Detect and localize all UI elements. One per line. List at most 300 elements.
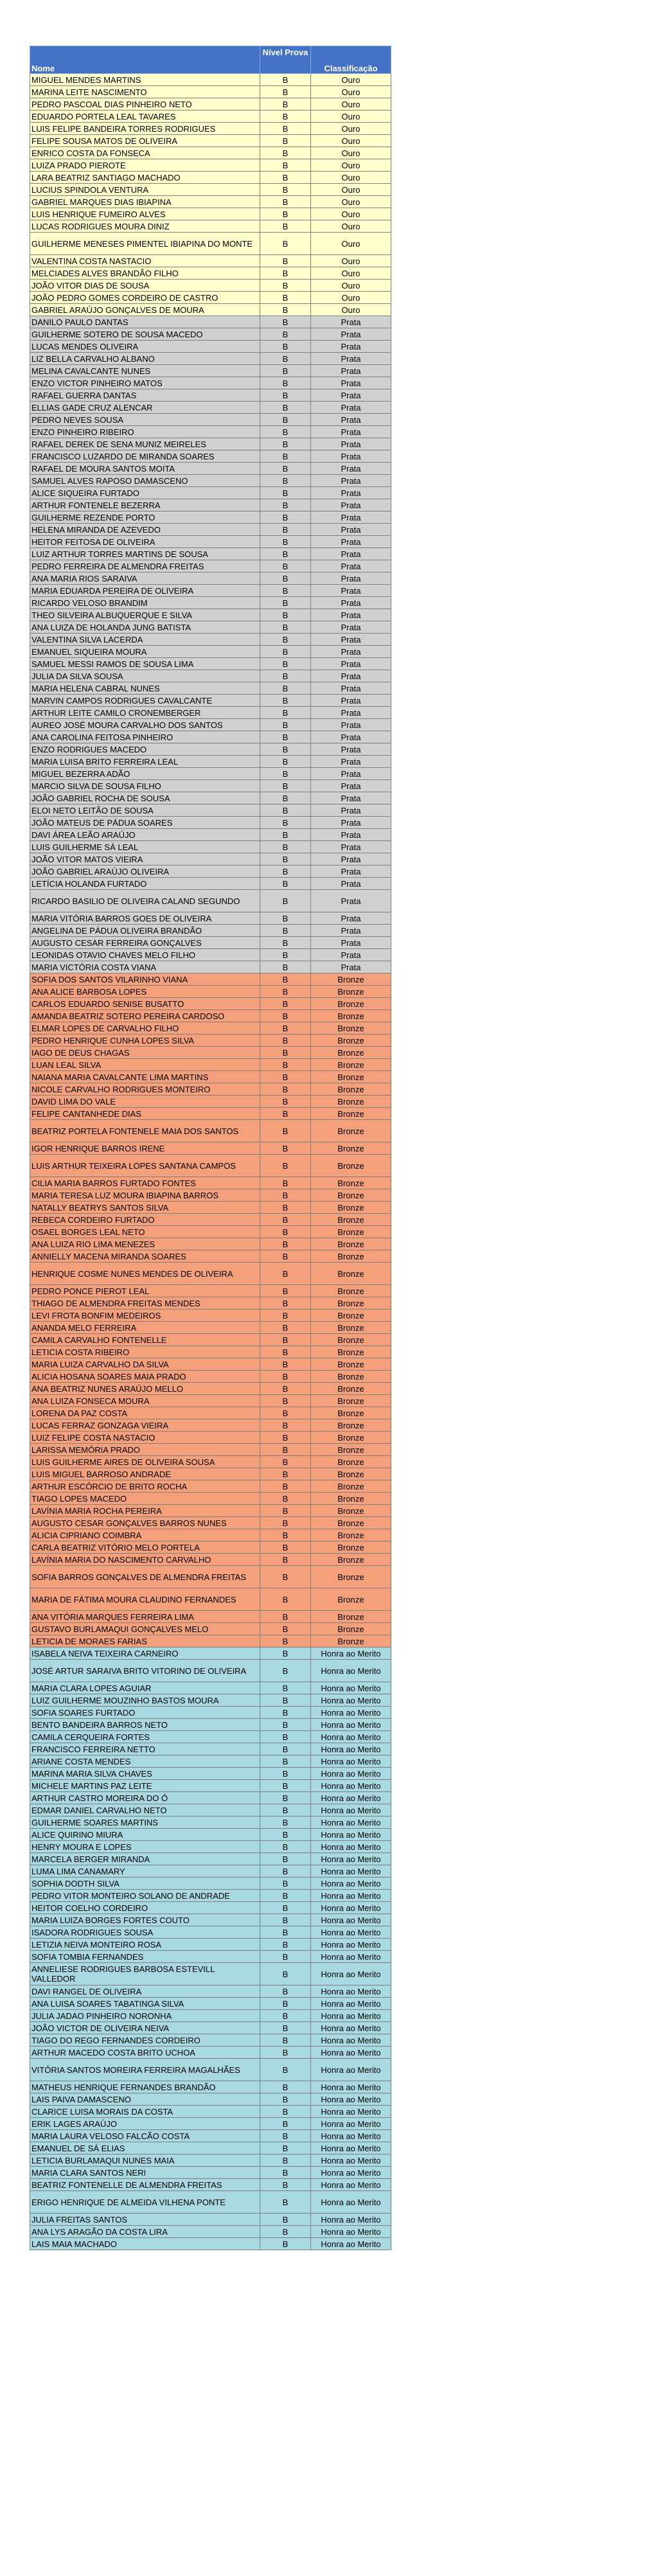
table-row [30, 1493, 391, 1505]
exam-level-cell: B [260, 1444, 311, 1456]
exam-level-cell: B [260, 756, 311, 768]
student-name-cell: ANA BEATRIZ NUNES ARAÚJO MELLO [30, 1383, 260, 1395]
student-name-cell: GABRIEL ARAÚJO GONÇALVES DE MOURA [30, 304, 260, 316]
table-row [30, 1829, 391, 1841]
classification-cell: Honra ao Merito [311, 1792, 391, 1804]
exam-level-cell: B [260, 1096, 311, 1108]
student-name-cell: LIZ BELLA CARVALHO ALBANO [30, 353, 260, 365]
student-name-cell: ALICIA HOSANA SOARES MAIA PRADO [30, 1371, 260, 1383]
table-row [30, 2214, 391, 2226]
student-name-cell: LUCAS RODRIGUES MOURA DINIZ [30, 220, 260, 233]
header-row [30, 46, 391, 74]
student-name-cell: ANA LUIZA DE HOLANDA JUNG BATISTA [30, 621, 260, 634]
student-name-cell: VALENTINA SILVA LACERDA [30, 634, 260, 646]
classification-cell: Prata [311, 365, 391, 377]
classification-cell: Bronze [311, 1142, 391, 1155]
exam-level-cell: B [260, 1371, 311, 1383]
student-name-cell: PEDRO PONCE PIEROT LEAL [30, 1285, 260, 1297]
exam-level-cell: B [260, 1865, 311, 1878]
table-row [30, 524, 391, 536]
student-name-cell: ALICIA CIPRIANO COIMBRA [30, 1529, 260, 1541]
table-row [30, 961, 391, 973]
student-name-cell: BENTO BANDEIRA BARROS NETO [30, 1719, 260, 1731]
exam-level-cell: B [260, 670, 311, 682]
classification-cell: Honra ao Merito [311, 2154, 391, 2167]
exam-level-cell: B [260, 573, 311, 585]
exam-level-cell: B [260, 1755, 311, 1768]
table-row [30, 1914, 391, 1926]
classification-cell: Prata [311, 682, 391, 695]
student-name-cell: ARTHUR LEITE CAMILO CRONEMBERGER [30, 707, 260, 719]
exam-level-cell: B [260, 1035, 311, 1047]
table-row [30, 2081, 391, 2093]
student-name-cell: SOPHIA DODTH SILVA [30, 1878, 260, 1890]
exam-level-cell: B [260, 878, 311, 890]
table-row [30, 1177, 391, 1189]
header-level: Nível Prova [260, 46, 311, 74]
student-name-cell: GUILHERME SOARES MARTINS [30, 1817, 260, 1829]
classification-cell: Bronze [311, 1010, 391, 1022]
student-name-cell: GUILHERME REZENDE PORTO [30, 511, 260, 524]
student-name-cell: LEVI FROTA BONFIM MEDEIROS [30, 1310, 260, 1322]
exam-level-cell: B [260, 829, 311, 841]
student-name-cell: TIAGO DO REGO FERNANDES CORDEIRO [30, 2034, 260, 2047]
exam-level-cell: B [260, 438, 311, 450]
student-name-cell: GUILHERME SOTERO DE SOUSA MACEDO [30, 328, 260, 341]
student-name-cell: LUCAS MENDES OLIVEIRA [30, 341, 260, 353]
table-row [30, 341, 391, 353]
table-row [30, 1902, 391, 1914]
table-row [30, 1611, 391, 1623]
table-row [30, 1047, 391, 1059]
exam-level-cell: B [260, 1047, 311, 1059]
classification-cell: Honra ao Merito [311, 2093, 391, 2106]
exam-level-cell: B [260, 2118, 311, 2130]
exam-level-cell: B [260, 804, 311, 817]
exam-level-cell: B [260, 1588, 311, 1611]
student-name-cell: RICARDO VELOSO BRANDIM [30, 597, 260, 609]
student-name-cell: PEDRO FERREIRA DE ALMENDRA FREITAS [30, 560, 260, 573]
exam-level-cell: B [260, 450, 311, 463]
exam-level-cell: B [260, 499, 311, 511]
classification-cell: Honra ao Merito [311, 1719, 391, 1731]
exam-level-cell: B [260, 1939, 311, 1951]
exam-level-cell: B [260, 1322, 311, 1334]
exam-level-cell: B [260, 634, 311, 646]
table-row [30, 438, 391, 450]
classification-cell: Ouro [311, 98, 391, 111]
classification-cell: Prata [311, 414, 391, 426]
classification-cell: Prata [311, 597, 391, 609]
table-row [30, 1566, 391, 1588]
classification-cell: Bronze [311, 1155, 391, 1177]
classification-cell: Prata [311, 353, 391, 365]
student-name-cell: PEDRO PASCOAL DIAS PINHEIRO NETO [30, 98, 260, 111]
student-name-cell: LUMA LIMA CANAMARY [30, 1865, 260, 1878]
exam-level-cell: B [260, 1914, 311, 1926]
table-row [30, 196, 391, 208]
student-name-cell: NAIANA MARIA CAVALCANTE LIMA MARTINS [30, 1071, 260, 1083]
exam-level-cell: B [260, 792, 311, 804]
exam-level-cell: B [260, 646, 311, 658]
exam-level-cell: B [260, 1853, 311, 1865]
classification-cell: Honra ao Merito [311, 2214, 391, 2226]
exam-level-cell: B [260, 1238, 311, 1250]
student-name-cell: GUSTAVO BURLAMAQUI GONÇALVES MELO [30, 1623, 260, 1635]
student-name-cell: AUGUSTO CESAR FERREIRA GONÇALVES [30, 937, 260, 949]
table-row [30, 731, 391, 743]
table-row [30, 646, 391, 658]
classification-cell: Prata [311, 925, 391, 937]
exam-level-cell: B [260, 1963, 311, 1985]
student-name-cell: FELIPE SOUSA MATOS DE OLIVEIRA [30, 135, 260, 147]
exam-level-cell: B [260, 1493, 311, 1505]
classification-cell: Bronze [311, 1120, 391, 1142]
student-name-cell: CAMILA CARVALHO FONTENELLE [30, 1334, 260, 1346]
exam-level-cell: B [260, 426, 311, 438]
exam-level-cell: B [260, 1566, 311, 1588]
student-name-cell: SOFIA DOS SANTOS VILARINHO VIANA [30, 973, 260, 986]
classification-cell: Prata [311, 949, 391, 961]
table-row [30, 1743, 391, 1755]
table-row [30, 1022, 391, 1035]
exam-level-cell: B [260, 365, 311, 377]
table-row [30, 1407, 391, 1419]
exam-level-cell: B [260, 585, 311, 597]
student-name-cell: IGOR HENRIQUE BARROS IRENE [30, 1142, 260, 1155]
student-name-cell: VITÓRIA SANTOS MOREIRA FERREIRA MAGALHÃES [30, 2059, 260, 2081]
table-row [30, 1768, 391, 1780]
table-row [30, 1371, 391, 1383]
classification-cell: Honra ao Merito [311, 2059, 391, 2081]
exam-level-cell: B [260, 511, 311, 524]
table-row [30, 1939, 391, 1951]
student-name-cell: CARLA BEATRIZ VITÓRIO MELO PORTELA [30, 1541, 260, 1554]
student-name-cell: MICHELE MARTINS PAZ LEITE [30, 1780, 260, 1792]
student-name-cell: ARIANE COSTA MENDES [30, 1755, 260, 1768]
exam-level-cell: B [260, 1383, 311, 1395]
student-name-cell: LORENA DA PAZ COSTA [30, 1407, 260, 1419]
table-row [30, 621, 391, 634]
exam-level-cell: B [260, 1468, 311, 1480]
exam-level-cell: B [260, 1358, 311, 1371]
table-row [30, 1985, 391, 1998]
student-name-cell: MELINA CAVALCANTE NUNES [30, 365, 260, 377]
table-row [30, 1588, 391, 1611]
classification-cell: Prata [311, 853, 391, 866]
student-name-cell: MELCIADES ALVES BRANDÃO FILHO [30, 267, 260, 280]
student-name-cell: ERIGO HENRIQUE DE ALMEIDA VILHENA PONTE [30, 2191, 260, 2214]
exam-level-cell: B [260, 196, 311, 208]
table-row [30, 1096, 391, 1108]
table-row [30, 414, 391, 426]
exam-level-cell: B [260, 1951, 311, 1963]
table-row [30, 365, 391, 377]
student-name-cell: ALICE QUIRINO MIURA [30, 1829, 260, 1841]
table-row [30, 499, 391, 511]
student-name-cell: LAVÍNIA MARIA DO NASCIMENTO CARVALHO [30, 1554, 260, 1566]
classification-cell: Honra ao Merito [311, 1694, 391, 1707]
exam-level-cell: B [260, 1505, 311, 1517]
exam-level-cell: B [260, 2238, 311, 2250]
exam-level-cell: B [260, 937, 311, 949]
student-name-cell: ANA CAROLINA FEITOSA PINHEIRO [30, 731, 260, 743]
student-name-cell: OSAEL BORGES LEAL NETO [30, 1226, 260, 1238]
table-row [30, 1142, 391, 1155]
classification-cell: Ouro [311, 86, 391, 98]
table-row [30, 1541, 391, 1554]
student-name-cell: ANA LYS ARAGÃO DA COSTA LIRA [30, 2226, 260, 2238]
classification-cell: Bronze [311, 1566, 391, 1588]
exam-level-cell: B [260, 267, 311, 280]
exam-level-cell: B [260, 1743, 311, 1755]
classification-cell: Prata [311, 438, 391, 450]
student-name-cell: GABRIEL MARQUES DIAS IBIAPINA [30, 196, 260, 208]
student-name-cell: ARTHUR MACEDO COSTA BRITO UCHOA [30, 2047, 260, 2059]
student-name-cell: FRANCISCO FERREIRA NETTO [30, 1743, 260, 1755]
table-row [30, 111, 391, 123]
student-name-cell: ENZO PINHEIRO RIBEIRO [30, 426, 260, 438]
exam-level-cell: B [260, 1310, 311, 1322]
classification-cell: Honra ao Merito [311, 1660, 391, 1682]
table-row [30, 925, 391, 937]
student-name-cell: DAVI RANGEL DE OLIVEIRA [30, 1985, 260, 1998]
exam-level-cell: B [260, 1829, 311, 1841]
exam-level-cell: B [260, 487, 311, 499]
exam-level-cell: B [260, 1071, 311, 1083]
student-name-cell: RAFAEL GUERRA DANTAS [30, 389, 260, 402]
table-row [30, 1780, 391, 1792]
classification-cell: Ouro [311, 147, 391, 159]
exam-level-cell: B [260, 524, 311, 536]
classification-cell: Ouro [311, 159, 391, 172]
table-row [30, 560, 391, 573]
exam-level-cell: B [260, 2081, 311, 2093]
student-name-cell: THEO SILVEIRA ALBUQUERQUE E SILVA [30, 609, 260, 621]
exam-level-cell: B [260, 597, 311, 609]
classification-cell: Bronze [311, 998, 391, 1010]
classification-cell: Honra ao Merito [311, 2022, 391, 2034]
student-name-cell: MARIA LUIZA BORGES FORTES COUTO [30, 1914, 260, 1926]
classification-cell: Honra ao Merito [311, 2238, 391, 2250]
table-row [30, 937, 391, 949]
classification-cell: Honra ao Merito [311, 1755, 391, 1768]
table-row [30, 1878, 391, 1890]
exam-level-cell: B [260, 1719, 311, 1731]
classification-cell: Prata [311, 719, 391, 731]
classification-cell: Honra ao Merito [311, 2130, 391, 2142]
student-name-cell: SOFIA TOMBIA FERNANDES [30, 1951, 260, 1963]
student-name-cell: CLARICE LUISA MORAIS DA COSTA [30, 2106, 260, 2118]
table-row [30, 1517, 391, 1529]
exam-level-cell: B [260, 389, 311, 402]
exam-level-cell: B [260, 1517, 311, 1529]
student-name-cell: LAIS MAIA MACHADO [30, 2238, 260, 2250]
classification-cell: Prata [311, 511, 391, 524]
classification-cell: Prata [311, 707, 391, 719]
classification-cell: Honra ao Merito [311, 2081, 391, 2093]
student-name-cell: LEONIDAS OTAVIO CHAVES MELO FILHO [30, 949, 260, 961]
classification-cell: Prata [311, 475, 391, 487]
classification-cell: Bronze [311, 1238, 391, 1250]
classification-cell: Prata [311, 841, 391, 853]
student-name-cell: LUIS HENRIQUE FUMEIRO ALVES [30, 208, 260, 220]
classification-cell: Honra ao Merito [311, 1731, 391, 1743]
table-row [30, 853, 391, 866]
classification-cell: Honra ao Merito [311, 2034, 391, 2047]
classification-cell: Honra ao Merito [311, 1865, 391, 1878]
table-row [30, 475, 391, 487]
exam-level-cell: B [260, 111, 311, 123]
table-row [30, 2238, 391, 2250]
exam-level-cell: B [260, 1890, 311, 1902]
table-row [30, 756, 391, 768]
student-name-cell: ANNIELLY MACENA MIRANDA SOARES [30, 1250, 260, 1263]
student-name-cell: LARA BEATRIZ SANTIAGO MACHADO [30, 172, 260, 184]
classification-cell: Honra ao Merito [311, 1841, 391, 1853]
student-name-cell: MARIA VICTÓRIA COSTA VIANA [30, 961, 260, 973]
student-name-cell: LUIZ GUILHERME MOUZINHO BASTOS MOURA [30, 1694, 260, 1707]
classification-cell: Prata [311, 573, 391, 585]
exam-level-cell: B [260, 1660, 311, 1682]
classification-cell: Bronze [311, 1623, 391, 1635]
table-row [30, 1480, 391, 1493]
classification-cell: Bronze [311, 1035, 391, 1047]
exam-level-cell: B [260, 147, 311, 159]
student-name-cell: MARIA LAURA VELOSO FALCÃO COSTA [30, 2130, 260, 2142]
student-name-cell: MARINA MARIA SILVA CHAVES [30, 1768, 260, 1780]
student-name-cell: GUILHERME MENESES PIMENTEL IBIAPINA DO MONTE [30, 233, 260, 255]
exam-level-cell: B [260, 1611, 311, 1623]
exam-level-cell: B [260, 2022, 311, 2034]
exam-level-cell: B [260, 2154, 311, 2167]
table-row [30, 1189, 391, 1202]
exam-level-cell: B [260, 1214, 311, 1226]
table-row [30, 1755, 391, 1768]
student-name-cell: MATHEUS HENRIQUE FERNANDES BRANDÃO [30, 2081, 260, 2093]
exam-level-cell: B [260, 743, 311, 756]
table-row [30, 1226, 391, 1238]
table-row [30, 1285, 391, 1297]
exam-level-cell: B [260, 208, 311, 220]
exam-level-cell: B [260, 1334, 311, 1346]
table-row [30, 1926, 391, 1939]
exam-level-cell: B [260, 1419, 311, 1432]
exam-level-cell: B [260, 98, 311, 111]
classification-cell: Prata [311, 377, 391, 389]
classification-cell: Ouro [311, 304, 391, 316]
classification-cell: Prata [311, 792, 391, 804]
exam-level-cell: B [260, 1083, 311, 1096]
classification-cell: Bronze [311, 1285, 391, 1297]
student-name-cell: ALICE SIQUEIRA FURTADO [30, 487, 260, 499]
classification-cell: Honra ao Merito [311, 1743, 391, 1755]
student-name-cell: MIGUEL MENDES MARTINS [30, 74, 260, 86]
exam-level-cell: B [260, 2106, 311, 2118]
student-name-cell: ANA MARIA RIOS SARAIVA [30, 573, 260, 585]
table-row [30, 304, 391, 316]
table-row [30, 2179, 391, 2191]
student-name-cell: JOÃO VITOR MATOS VIEIRA [30, 853, 260, 866]
table-row [30, 1395, 391, 1407]
exam-level-cell: B [260, 1189, 311, 1202]
exam-level-cell: B [260, 172, 311, 184]
table-row [30, 573, 391, 585]
exam-level-cell: B [260, 2034, 311, 2047]
student-name-cell: MARIA EDUARDA PEREIRA DE OLIVEIRA [30, 585, 260, 597]
classification-cell: Prata [311, 670, 391, 682]
table-row [30, 1694, 391, 1707]
classification-cell: Honra ao Merito [311, 1902, 391, 1914]
student-name-cell: FRANCISCO LUZARDO DE MIRANDA SOARES [30, 450, 260, 463]
student-name-cell: ANGELINA DE PÁDUA OLIVEIRA BRANDÃO [30, 925, 260, 937]
classification-cell: Prata [311, 524, 391, 536]
student-name-cell: SOFIA BARROS GONÇALVES DE ALMENDRA FREITAS [30, 1566, 260, 1588]
classification-cell: Bronze [311, 1358, 391, 1371]
table-row [30, 585, 391, 597]
student-name-cell: LUIZA PRADO PIEROTE [30, 159, 260, 172]
exam-level-cell: B [260, 1226, 311, 1238]
exam-level-cell: B [260, 304, 311, 316]
classification-cell: Bronze [311, 1444, 391, 1456]
student-name-cell: LUAN LEAL SILVA [30, 1059, 260, 1071]
exam-level-cell: B [260, 1407, 311, 1419]
table-row [30, 74, 391, 86]
table-row [30, 1419, 391, 1432]
classification-cell: Ouro [311, 280, 391, 292]
classification-cell: Bronze [311, 1189, 391, 1202]
classification-cell: Prata [311, 961, 391, 973]
exam-level-cell: B [260, 768, 311, 780]
student-name-cell: LUIZ ARTHUR TORRES MARTINS DE SOUSA [30, 548, 260, 560]
student-name-cell: LUIS MIGUEL BARROSO ANDRADE [30, 1468, 260, 1480]
exam-level-cell: B [260, 1623, 311, 1635]
classification-cell: Prata [311, 389, 391, 402]
classification-cell: Bronze [311, 1611, 391, 1623]
exam-level-cell: B [260, 961, 311, 973]
student-name-cell: EMANUEL DE SÁ ELIAS [30, 2142, 260, 2154]
table-row [30, 159, 391, 172]
student-name-cell: LARISSA MEMÓRIA PRADO [30, 1444, 260, 1456]
classification-cell: Prata [311, 780, 391, 792]
classification-cell: Prata [311, 878, 391, 890]
student-name-cell: MARIA CLARA SANTOS NERI [30, 2167, 260, 2179]
exam-level-cell: B [260, 255, 311, 267]
student-name-cell: ANA LUIZA RIO LIMA MENEZES [30, 1238, 260, 1250]
table-row [30, 208, 391, 220]
table-row [30, 1660, 391, 1682]
exam-level-cell: B [260, 2047, 311, 2059]
exam-level-cell: B [260, 548, 311, 560]
table-header [30, 46, 391, 74]
classification-cell: Prata [311, 768, 391, 780]
classification-cell: Prata [311, 487, 391, 499]
table-row [30, 353, 391, 365]
table-row [30, 1346, 391, 1358]
exam-level-cell: B [260, 86, 311, 98]
exam-level-cell: B [260, 159, 311, 172]
student-name-cell: ANA ALICE BARBOSA LOPES [30, 986, 260, 998]
student-name-cell: MARIA CLARA LOPES AGUIAR [30, 1682, 260, 1694]
classification-cell: Honra ao Merito [311, 1853, 391, 1865]
exam-level-cell: B [260, 682, 311, 695]
table-row [30, 1998, 391, 2010]
classification-cell: Prata [311, 548, 391, 560]
exam-level-cell: B [260, 2059, 311, 2081]
table-row [30, 634, 391, 646]
student-name-cell: LUIS GUILHERME AIRES DE OLIVEIRA SOUSA [30, 1456, 260, 1468]
classification-cell: Bronze [311, 1395, 391, 1407]
